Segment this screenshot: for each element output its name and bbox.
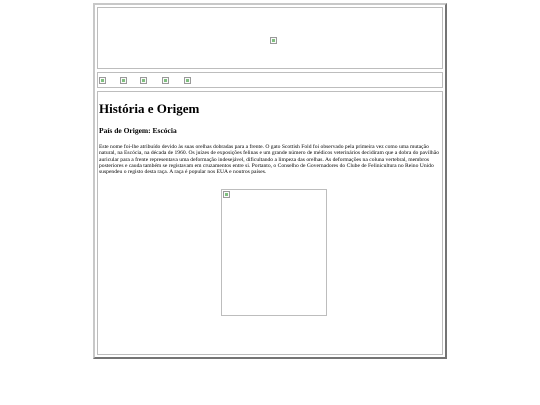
nav-image-link-4-icon[interactable] <box>162 77 169 84</box>
nav-image-link-3-icon[interactable] <box>140 77 147 84</box>
banner-image-icon <box>270 37 277 44</box>
page-title: História e Origem <box>99 101 200 116</box>
content-area <box>97 91 443 355</box>
nav-bar <box>97 72 443 88</box>
nav-image-link-2-icon[interactable] <box>120 77 127 84</box>
cat-photo <box>221 189 327 316</box>
nav-image-link-5-icon[interactable] <box>184 77 191 84</box>
history-paragraph: Este nome foi-lhe atribuído devido às suas orelhas dobradas para a frente. O gato Scottish Fold foi observado pela primeira vez como uma mutação natural, na Escócia, na década de 1960. Os juízes de exposições felinas e um grande número de médicos veterinários decidiram que a dobra do pavilhão auricular para a frente representava uma deformação indesejável, dificultando a limpeza das orelhas. As deformações na coluna vertebral, membros posteriores e cauda também se registavam em cruzamentos entre si. Portanto, o Conselho de Governadores do Clube de Felinicultura no Reino Unido suspendeu o registo desta raça. A raça é popular nos EUA e noutros países. <box>99 144 440 176</box>
header-banner <box>97 7 443 69</box>
page-frame <box>93 3 447 359</box>
nav-image-link-1-icon[interactable] <box>99 77 106 84</box>
broken-image-icon <box>223 191 230 198</box>
origin-heading: País de Origem: Escócia <box>99 126 177 135</box>
